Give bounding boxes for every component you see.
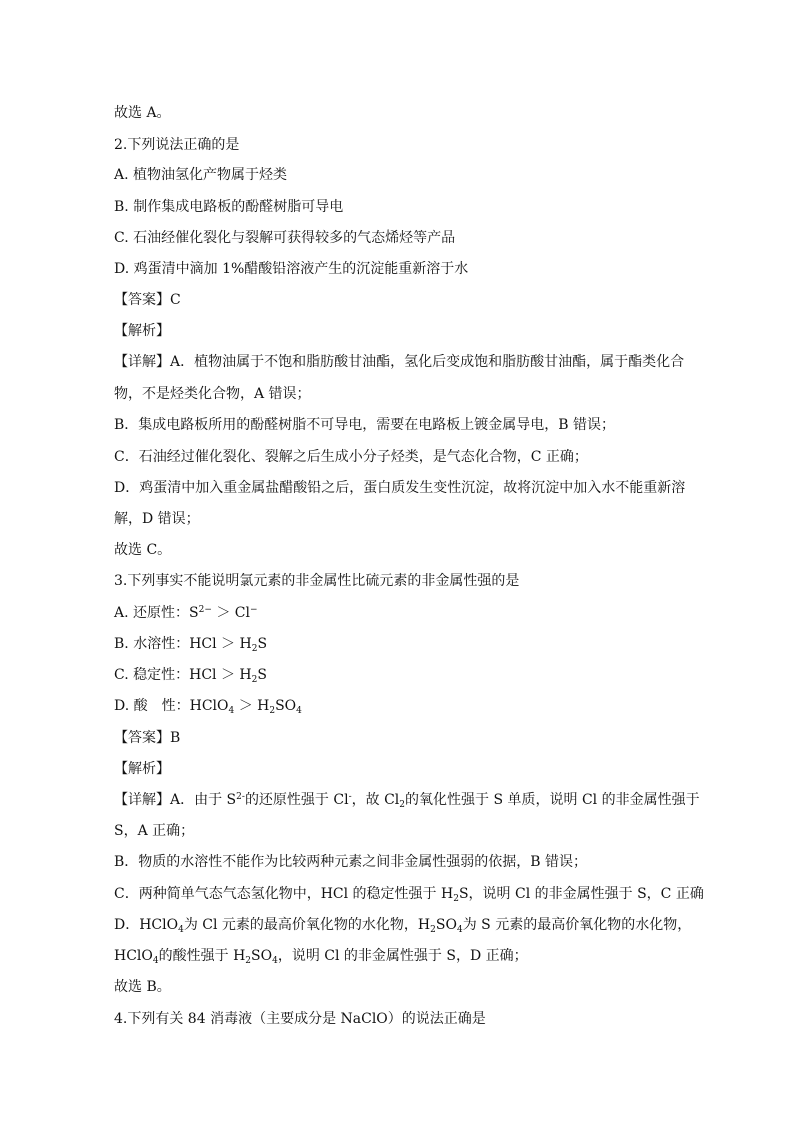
subscript: 2 — [430, 925, 436, 935]
text-run: 的氧化性强于 S 单质，说明 Cl 的非金属性强于 — [405, 792, 700, 808]
text-run: C. 稳定性：HCl ＞ H — [114, 667, 252, 683]
question-3-option-b — [114, 635, 704, 653]
question-2-option-c: C. 石油经催化裂化与裂解可获得较多的气态烯烃等产品 — [114, 230, 456, 246]
question-2-option-a: A. 植物油氢化产物属于烃类 — [114, 167, 288, 183]
text-run: C．两种简单气态气态氢化物中，HCl 的稳定性强于 H — [114, 886, 454, 902]
text-run: 为 Cl 元素的最高价氧化物的水化物，H — [183, 917, 431, 933]
subscript: 4 — [272, 956, 278, 966]
question-2-option-b: B. 制作集成电路板的酚醛树脂可导电 — [114, 199, 344, 215]
text-line: 故选 B。 — [114, 979, 171, 995]
subscript: 4 — [456, 925, 463, 935]
question-2-stem: 2.下列说法正确的是 — [114, 137, 240, 153]
question-3-detail-line: S，A 正确； — [114, 823, 195, 839]
text-run: S，说明 Cl 的非金属性强于 S，C 正确 — [458, 886, 704, 902]
subscript: 4 — [152, 956, 159, 966]
question-3-detail-line — [114, 947, 704, 965]
subscript: 2 — [251, 675, 258, 685]
text-run: ，说明 Cl 的非金属性强于 S，D 正确； — [277, 948, 528, 964]
text-run: ＞ H — [234, 698, 270, 714]
question-2-detail-line: D．鸡蛋清中加入重金属盐醋酸铅之后，蛋白质发生变性沉淀，故将沉淀中加入水不能重新溶 — [114, 480, 686, 496]
subscript: 4 — [228, 706, 235, 716]
subscript: 2 — [251, 644, 258, 654]
subscript: 2 — [245, 956, 252, 966]
text-line: 故选 C。 — [114, 542, 172, 558]
text-run: S — [257, 636, 268, 652]
question-3-detail-line — [114, 885, 704, 903]
question-2-answer: 【答案】C — [114, 292, 181, 308]
subscript: 2 — [269, 706, 276, 716]
question-2-detail-line: B．集成电路板所用的酚醛树脂不可导电，需要在电路板上镀金属导电，B 错误； — [114, 417, 616, 433]
question-4-stem: 4.下列有关 84 消毒液（主要成分是 NaClO）的说法正确是 — [114, 1011, 486, 1027]
superscript: − — [249, 605, 258, 615]
text-run: SO — [275, 698, 297, 714]
text-run: SO — [435, 917, 457, 933]
text-line: 故选 A。 — [114, 105, 171, 121]
text-run: D. 酸 性：HClO — [114, 698, 229, 714]
question-3-answer: 【答案】B — [114, 730, 181, 746]
question-2-detail-line: 物，不是烃类化合物，A 错误； — [114, 386, 311, 402]
text-run: S — [257, 667, 267, 683]
subscript: 4 — [296, 706, 302, 716]
question-3-detail-line — [114, 916, 704, 934]
subscript: 4 — [178, 925, 184, 935]
text-run: A. 还原性：S — [114, 605, 199, 621]
text-run: ，故 Cl — [351, 792, 400, 808]
subscript: 2 — [453, 894, 459, 904]
question-2-analysis-heading: 【解析】 — [114, 323, 170, 339]
question-3-detail-line — [114, 791, 704, 809]
text-run: D．HClO — [114, 917, 179, 933]
text-run: 【详解】A．由于 S — [114, 792, 237, 808]
text-run: 为 S 元素的最高价氧化物的水化物， — [462, 917, 692, 933]
question-2-detail-line: C．石油经过催化裂化、裂解之后生成小分子烃类，是气态化合物，C 正确； — [114, 449, 588, 465]
text-run: B. 水溶性：HCl ＞ H — [114, 636, 252, 652]
superscript: - — [348, 792, 352, 802]
question-3-detail-line: B．物质的水溶性不能作为比较两种元素之间非金属性强弱的依据，B 错误； — [114, 854, 588, 870]
text-run: HClO — [114, 948, 153, 964]
text-run: 的还原性强于 Cl — [244, 792, 349, 808]
question-3-stem: 3.下列事实不能说明氯元素的非金属性比硫元素的非金属性强的是 — [114, 573, 520, 589]
question-2-detail-line: 【详解】A．植物油属于不饱和脂肪酸甘油酯，氢化后变成饱和脂肪酸甘油酯，属于酯类化合 — [114, 354, 685, 370]
question-3-option-d — [114, 697, 704, 715]
superscript: 2- — [236, 792, 245, 802]
question-3-analysis-heading: 【解析】 — [114, 761, 170, 777]
text-run: 的酸性强于 H — [158, 948, 246, 964]
question-2-detail-line: 解，D 错误； — [114, 511, 200, 527]
subscript: 2 — [399, 800, 405, 810]
question-2-option-d: D. 鸡蛋清中滴加 1%醋酸铅溶液产生的沉淀能重新溶于水 — [114, 261, 469, 277]
text-run: ＞ Cl — [211, 605, 250, 621]
superscript: 2− — [198, 605, 212, 615]
question-3-option-a — [114, 604, 704, 622]
text-run: SO — [251, 948, 273, 964]
question-3-option-c — [114, 666, 704, 684]
